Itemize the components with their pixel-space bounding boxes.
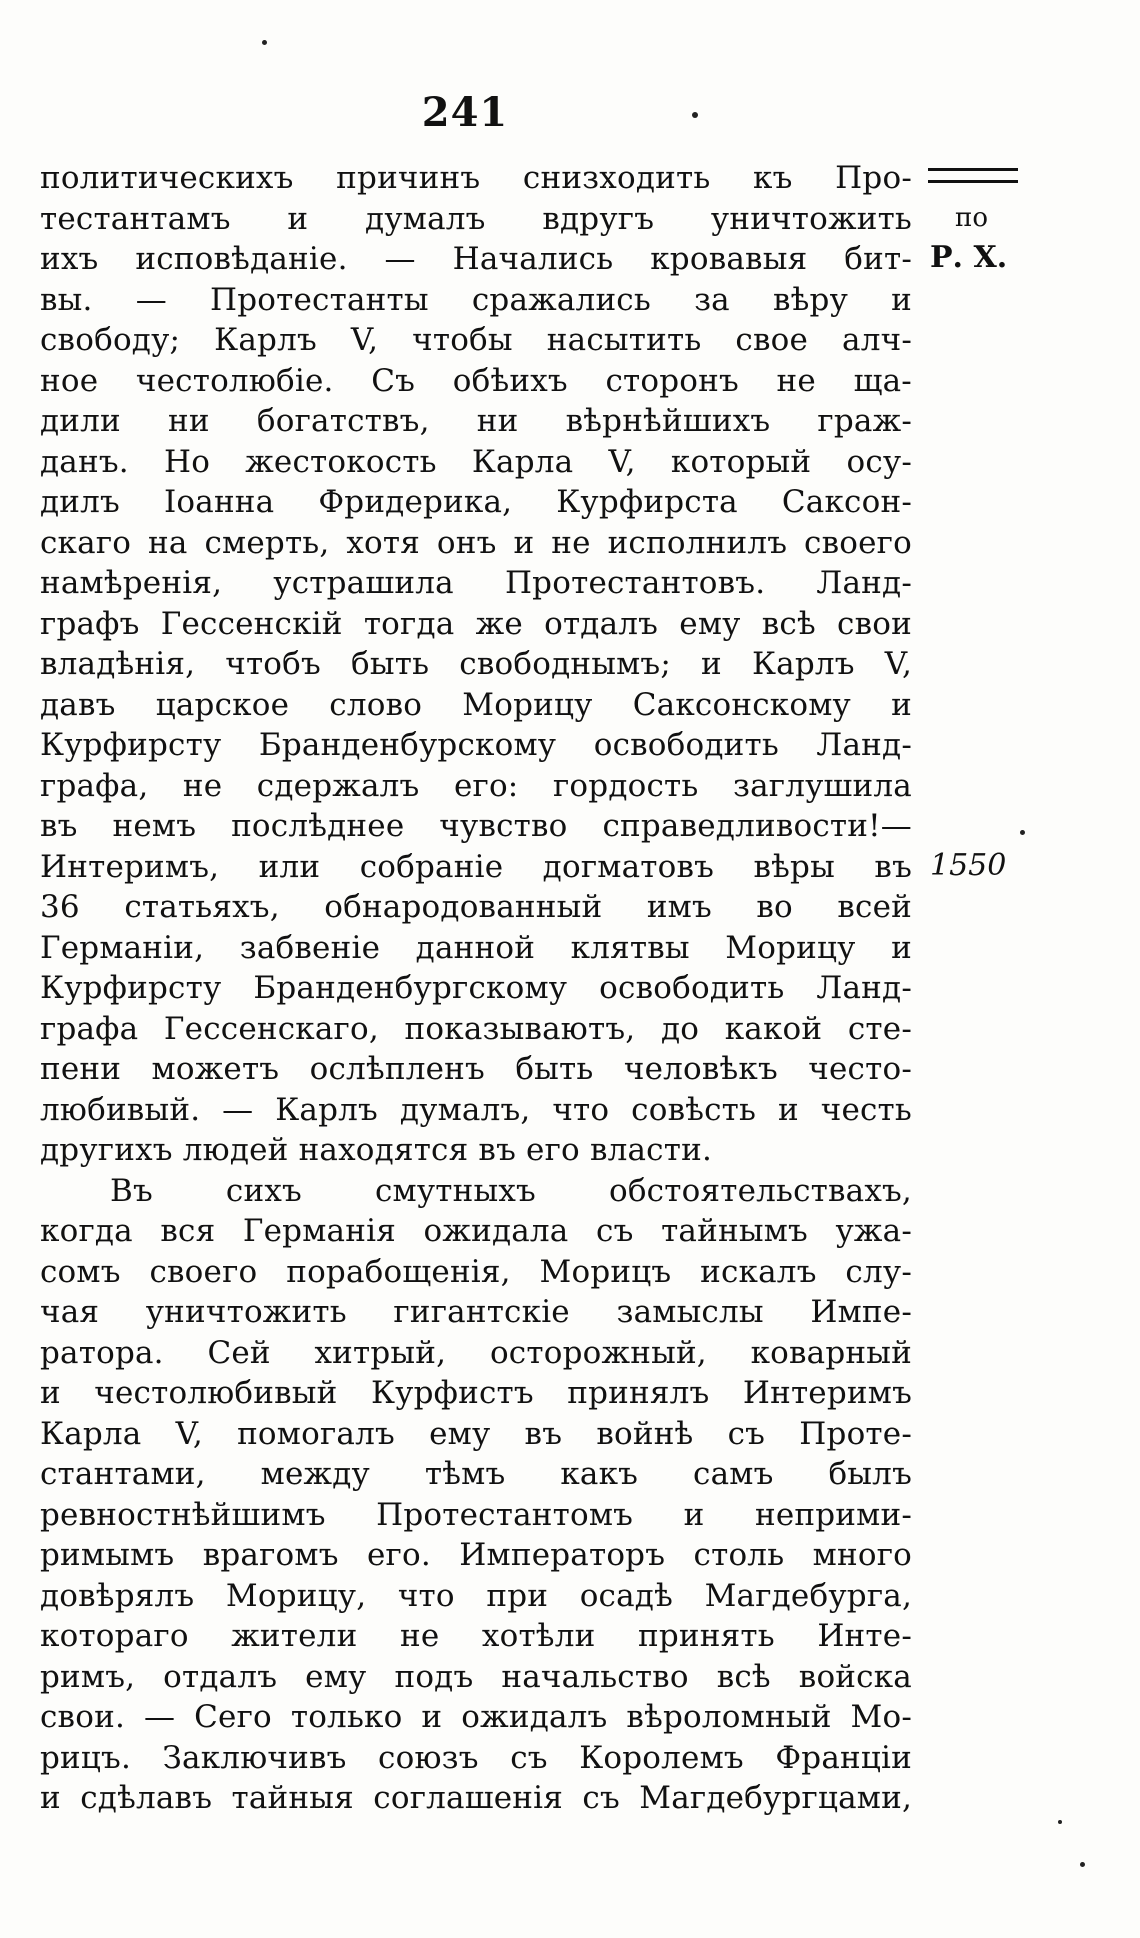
- text-line: данъ. Но жестокость Карла V, который осу-: [40, 443, 912, 480]
- text-line: римымъ врагомъ его. Императоръ столь много: [40, 1537, 912, 1573]
- text-line: графа, не сдержалъ его: гордость заглушила: [40, 767, 912, 804]
- margin-note-rx: Р. Х.: [930, 240, 1008, 275]
- text-line: Карла V, помогалъ ему въ войнѣ съ Проте-: [40, 1415, 912, 1452]
- text-line: Интеримъ, или собраніе догматовъ вѣры въ: [40, 848, 912, 885]
- text-line: 36 статьяхъ, обнародованный имъ во всей: [40, 889, 912, 925]
- scan-speck: [1020, 830, 1025, 835]
- text-line: ное честолюбіе. Съ обѣихъ сторонъ не ща-: [40, 362, 912, 399]
- text-line: стантами, между тѣмъ какъ самъ былъ: [40, 1456, 912, 1492]
- text-line: Германіи, забвеніе данной клятвы Морицу и: [40, 929, 912, 966]
- text-line: тестантамъ и думалъ вдругъ уничтожить: [40, 200, 912, 237]
- text-line: сомъ своего порабощенія, Морицъ искалъ слу-: [40, 1253, 912, 1290]
- text-line: любивый. — Карлъ думалъ, что совѣсть и честь: [40, 1091, 912, 1128]
- text-line: довѣрялъ Морицу, что при осадѣ Магдебурга,: [40, 1577, 912, 1614]
- text-line: рицъ. Заключивъ союзъ съ Королемъ Франціи: [40, 1739, 912, 1776]
- text-line: чая уничтожить гигантскіе замыслы Импе-: [40, 1294, 912, 1330]
- text-line: графъ Гессенскій тогда же отдалъ ему всѣ свои: [40, 605, 912, 642]
- text-line: когда вся Германія ожидала съ тайнымъ ужа-: [40, 1213, 912, 1249]
- text-line: ихъ исповѣданіе. — Начались кровавыя бит-: [40, 241, 912, 277]
- text-line: намѣренія, устрашила Протестантовъ. Ланд-: [40, 565, 912, 601]
- margin-double-rule: [928, 168, 1018, 183]
- scan-speck: [1058, 1820, 1062, 1824]
- text-line: въ немъ послѣднее чувство справедливости!—: [40, 808, 912, 844]
- text-line: скаго на смерть, хотя онъ и не исполнилъ своего: [40, 524, 912, 561]
- text-line: котораго жители не хотѣли принять Инте-: [40, 1618, 912, 1654]
- margin-note-po: по: [955, 203, 988, 233]
- margin-note-year: 1550: [930, 848, 1007, 883]
- text-line: и сдѣлавъ тайныя соглашенія съ Магдебургцами,: [40, 1780, 912, 1816]
- body-text: [40, 158, 912, 1819]
- text-line: политическихъ причинъ снизходить къ Про-: [40, 160, 912, 196]
- text-line: римъ, отдалъ ему подъ начальство всѣ войска: [40, 1658, 912, 1695]
- page-number: 241: [421, 89, 509, 136]
- text-line: вы. — Протестанты сражались за вѣру и: [40, 281, 912, 318]
- text-line: Курфирсту Бранденбургскому освободить Ланд-: [40, 970, 912, 1006]
- text-line: другихъ людей находятся въ его власти.: [40, 1132, 713, 1168]
- scan-speck: [262, 40, 267, 45]
- text-line: владѣнія, чтобъ быть свободнымъ; и Карлъ V,: [40, 646, 912, 682]
- text-line: ратора. Сей хитрый, осторожный, коварный: [40, 1334, 912, 1371]
- text-line: Въ сихъ смутныхъ обстоятельствахъ,: [110, 1172, 912, 1209]
- text-line: и честолюбивый Курфистъ принялъ Интеримъ: [40, 1375, 912, 1411]
- text-line: дили ни богатствъ, ни вѣрнѣйшихъ граж-: [40, 403, 912, 439]
- text-line: дилъ Іоанна Фридерика, Курфирста Саксон-: [40, 484, 912, 520]
- scan-speck: [692, 112, 698, 118]
- text-line: пени можетъ ослѣпленъ быть человѣкъ често-: [40, 1051, 912, 1087]
- text-line: графа Гессенскаго, показываютъ, до какой сте-: [40, 1010, 912, 1047]
- text-line: ревностнѣйшимъ Протестантомъ и неприми-: [40, 1496, 912, 1533]
- scan-speck: [1080, 1862, 1085, 1867]
- text-line: Курфирсту Бранденбурскому освободить Ланд-: [40, 727, 912, 763]
- text-line: давъ царское слово Морицу Саксонскому и: [40, 686, 912, 723]
- text-line: свободу; Карлъ V, чтобы насытить свое алч-: [40, 322, 912, 358]
- text-line: свои. — Сего только и ожидалъ вѣроломный Мо-: [40, 1699, 912, 1735]
